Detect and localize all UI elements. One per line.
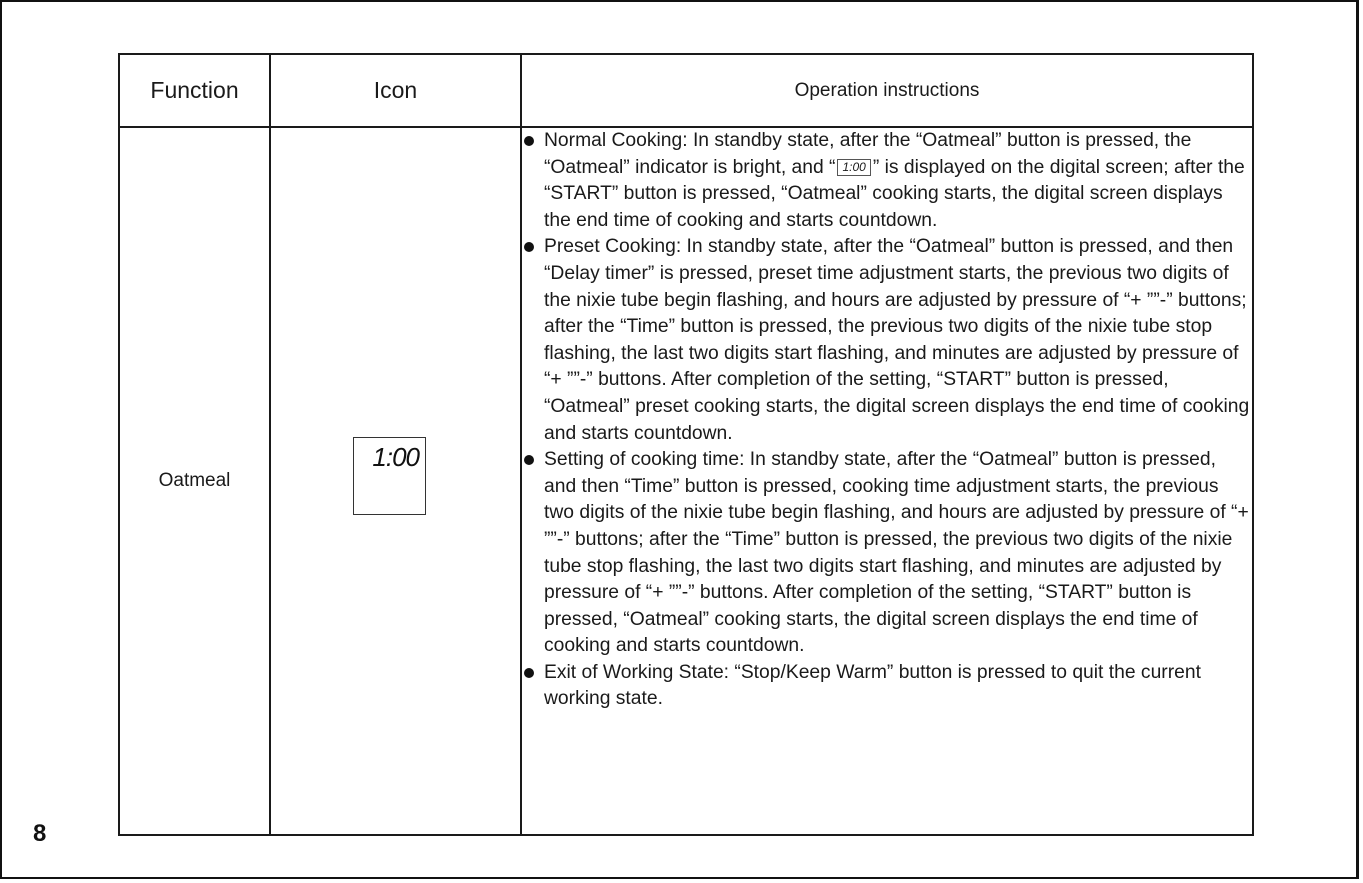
instruction-text: Setting of cooking time: In standby state, after the “Oatmeal” button is pressed, and then “Time” button is pressed, cooking time adjustment starts, the previous two digits of the nixie tube begin flashing, and hours are adjusted by pressure of “+ ””-” buttons; after the “Time” button is pressed, the previous two digits of the nixie tube stop flashing, the last two digits start flashing, and minutes are adjusted by pressure of “+ ””-” buttons. After completion of the setting, “START” button is pressed, “Oatmeal” cooking starts, the digital screen displays the end time of cooking and starts countdown. <box>544 449 1249 657</box>
bullet-icon <box>524 455 534 465</box>
page-number: 8 <box>33 820 47 847</box>
instruction-setting-cooking-time <box>522 447 1252 660</box>
table-header-row <box>119 54 1253 127</box>
instruction-exit-working-state <box>522 660 1252 713</box>
operation-instructions <box>521 127 1253 835</box>
bullet-icon <box>524 242 534 252</box>
instruction-text-part: ” is displayed on the digital screen; after the “START” button is pressed, “Oatmeal” cooking starts, the digital screen displays the end time of cooking and starts countdown. <box>544 156 1245 231</box>
instruction-list <box>522 128 1252 713</box>
header-icon: Icon <box>270 54 521 127</box>
header-function: Function <box>119 54 270 127</box>
bullet-icon <box>524 136 534 146</box>
bullet-icon <box>524 668 534 678</box>
instruction-preset-cooking <box>522 234 1252 447</box>
instruction-text: Preset Cooking: In standby state, after the “Oatmeal” button is pressed, and then “Delay timer” is pressed, preset time adjustment starts, the previous two digits of the nixie tube begin flashing, and hours are adjusted by pressure of “+ ””-” buttons; after the “Time” button is pressed, the previous two digits of the nixie tube stop flashing, the last two digits start flashing, and minutes are adjusted by pressure of “+ ””-” buttons. After completion of the setting, “START” button is pressed, “Oatmeal” preset cooking starts, the digital screen displays the end time of cooking and starts countdown. <box>544 236 1250 444</box>
lcd-display-icon <box>353 437 426 515</box>
function-name: Oatmeal <box>119 127 270 835</box>
lcd-display-digits: 1:00 <box>372 441 419 472</box>
instruction-text-part: Normal Cooking: In standby state, after the “Oatmeal” button is pressed, the “Oatmeal” indicator is bright, and “ <box>544 130 1192 178</box>
function-table <box>118 53 1254 836</box>
inline-lcd-icon: 1:00 <box>837 159 870 176</box>
icon-cell <box>270 127 521 835</box>
instruction-normal-cooking <box>522 128 1252 234</box>
table-row <box>119 127 1253 835</box>
header-operation-instructions: Operation instructions <box>521 54 1253 127</box>
instruction-text: Exit of Working State: “Stop/Keep Warm” button is pressed to quit the current working state. <box>544 661 1201 710</box>
